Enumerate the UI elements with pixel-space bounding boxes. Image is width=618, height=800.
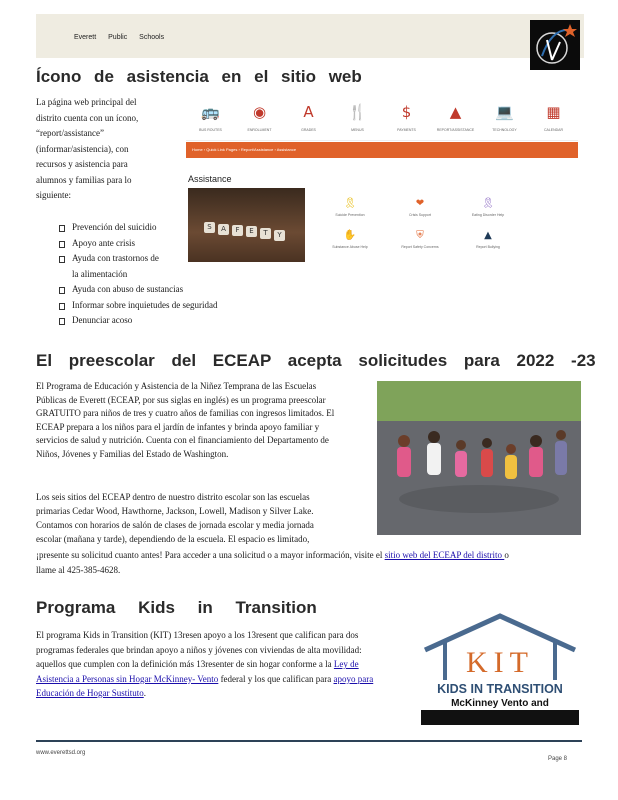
intro-line: “report/assistance” [36, 128, 104, 138]
icon-label: Substance Abuse Help [332, 245, 368, 249]
icon-label: Report Safety Concerns [401, 245, 439, 249]
substance-help-link[interactable] [320, 230, 380, 249]
ribbon-yellow-icon: 🎗 [343, 198, 357, 209]
safety-concerns-link[interactable] [390, 230, 450, 249]
mckinney-vento-link-cont[interactable]: Asistencia a Personas sin Hogar McKinney- Vento [36, 673, 219, 684]
breadcrumb: Home › Quick Link Pages › Report/Assistance › Assistance [192, 147, 297, 152]
kit-letters: KIT [466, 646, 534, 679]
list-item: Apoyo ante crisis [58, 236, 268, 252]
letter-block: F [232, 225, 243, 236]
list-item: Denunciar acoso [58, 313, 268, 329]
report-bullying-link[interactable] [458, 230, 518, 249]
top-nav [74, 34, 174, 41]
enrollment-icon: ◉ [252, 103, 267, 121]
grades-link[interactable] [284, 98, 333, 140]
list-item: Informar sobre inquietudes de seguridad [58, 298, 268, 314]
menus-link[interactable] [333, 98, 382, 140]
list-item: Ayuda con trastornos de [58, 251, 268, 267]
bus-icon: 🚌 [201, 103, 220, 121]
text-span: . [143, 688, 146, 698]
intro-line: siguiente: [36, 190, 71, 200]
bullying-warning-icon: ▲ [484, 230, 492, 241]
text-line: GRATUITO para niños de tres y cuatro años de familias con ingresos limitados. El [36, 408, 335, 419]
icon-label: PAYMENTS [397, 128, 416, 132]
text-line: servicios de salud y nutrición. Cuenta con el financiamiento del Departamento de [36, 435, 329, 446]
nav-item[interactable]: Public [108, 34, 128, 41]
safety-shield-icon: ⛨ [416, 230, 424, 241]
letter-block: Y [274, 230, 285, 241]
suicide-prevention-link[interactable] [320, 198, 380, 217]
eceap-paragraph-1 [36, 380, 372, 462]
text-line: Niños, Jóvenes y Familias del Estado de Washington. [36, 448, 229, 459]
intro-line: alumnos y familias para lo [36, 174, 132, 185]
eceap-website-link[interactable]: sitio web del ECEAP del distrito [384, 550, 505, 560]
crisis-support-link[interactable] [390, 198, 450, 217]
intro-line: (informar/asistencia), con [36, 143, 129, 154]
section-title-eceap: El preescolar del ECEAP acepta solicitudes para 2022 -23 [36, 351, 596, 370]
technology-icon: 💻 [495, 103, 514, 121]
text-line: Los seis sitios del ECEAP dentro de nuestro distrito escolar son las escuelas [36, 492, 310, 502]
nav-item[interactable]: Schools [139, 34, 165, 41]
text-span: aquellos que cumplen con la definición más 13resenter de sin hogar conforme a la [36, 659, 334, 669]
icon-label: GRADES [301, 128, 316, 132]
kit-name: KIDS IN TRANSITION [437, 682, 563, 696]
icon-label: MENUS [351, 128, 364, 132]
text-span: federal y los que califican para [218, 673, 334, 684]
eceap-phone: llame al 425-385-4628. [36, 565, 121, 575]
text-line: Contamos con horarios de salón de clases de jornada escolar y media jornada [36, 520, 314, 530]
website-screenshot [186, 98, 578, 262]
ribbon-purple-icon: 🎗 [481, 198, 495, 209]
text-line: Públicas de Everett (ECEAP, por sus siglas en inglés) es un programa preescolar [36, 394, 326, 405]
calendar-icon: ▦ [546, 103, 561, 121]
intro-line: distrito cuenta con un ícono, [36, 112, 139, 123]
technology-link[interactable] [480, 98, 529, 140]
icon-label: BUS ROUTES [199, 128, 222, 132]
calendar-link[interactable] [529, 98, 578, 140]
text-line: El Programa de Educación y Asistencia de la Niñez Temprana de las Escuelas [36, 381, 317, 391]
text-span: ¡presente su solicitud cuanto antes! Para acceder a una solicitud o a mayor información, visite el [36, 550, 385, 560]
report-assistance-link[interactable] [431, 98, 480, 140]
icon-label: REPORT/ASSISTANCE [436, 128, 475, 132]
list-item-continuation: la alimentación [72, 268, 128, 279]
icon-label: Suicide Prevention [335, 213, 365, 217]
text-span: o [504, 550, 509, 560]
payments-icon: $ [401, 103, 412, 121]
nav-item[interactable]: Everett [74, 34, 97, 41]
footer-rule [36, 740, 582, 742]
list-item: Prevención del suicidio [58, 220, 268, 236]
preschool-children-photo [377, 381, 581, 535]
section-title-assistance: Ícono de asistencia en el sitio web [36, 67, 362, 86]
grades-icon: A [303, 103, 314, 121]
enrollment-link[interactable] [235, 98, 284, 140]
eceap-paragraph-2 [36, 490, 372, 546]
district-logo [530, 20, 580, 70]
foster-care-link-cont[interactable]: Educación de Hogar Sustituto [36, 688, 144, 698]
letter-block: T [260, 228, 271, 239]
text-line [36, 686, 416, 701]
payments-link[interactable] [382, 98, 431, 140]
assistance-heading: Assistance [188, 174, 232, 184]
icon-label: TECHNOLOGY [492, 128, 517, 132]
website-icon-row [186, 98, 578, 141]
icon-label: ENROLLMENT [247, 128, 272, 132]
safety-blocks-photo [188, 188, 305, 262]
bus-routes-link[interactable] [186, 98, 235, 140]
kit-paragraph [36, 628, 416, 701]
section-title-kit: Programa Kids in Transition [36, 598, 317, 617]
letter-block: A [218, 224, 229, 235]
menus-icon: 🍴 [348, 103, 367, 121]
kit-subtitle: McKinney Vento and [451, 698, 549, 709]
substance-help-icon: ✋ [343, 230, 357, 241]
icon-label: CALENDAR [543, 128, 564, 132]
letter-block: E [246, 226, 257, 237]
list-item: Ayuda con abuso de sustancias [58, 282, 268, 298]
eating-disorder-link[interactable] [458, 198, 518, 217]
assistance-intro [36, 95, 181, 204]
foster-care-link[interactable]: apoyo para [333, 673, 374, 684]
text-line: programas federales que brindan apoyo a niños y jóvenes con viviendas de alta movilidad: [36, 644, 362, 655]
text-line: primarias Cedar Wood, Hawthorne, Jackson, Lowell, Madison y Silver Lake. [36, 506, 314, 516]
text-line: El programa Kids in Transition (KIT) 13resen apoyo a los 13resent que califican para dos [36, 630, 359, 640]
footer-url: www.everettsd.org [36, 750, 86, 756]
text-line: escolar (mañana y tarde), dependiendo de la escuela. El espacio es limitado, [36, 534, 310, 544]
intro-line: recursos y asistencia para [36, 159, 128, 169]
text-line: ECEAP prepara a los niños para el jardín de infantes y brinda apoyo familiar y [36, 421, 320, 432]
report-icon: ▲ [449, 103, 462, 121]
page-number: Page 8 [548, 756, 568, 762]
breadcrumb-bar [186, 142, 578, 158]
icon-label: Eating Disorder Help [471, 213, 505, 217]
letter-block: S [204, 222, 215, 233]
kit-logo [421, 612, 579, 725]
mckinney-vento-link[interactable]: Ley de [333, 659, 359, 669]
icon-label: Report Bullying [476, 245, 500, 249]
eceap-paragraph-3 [36, 549, 586, 562]
intro-line: La página web principal del [36, 97, 137, 107]
heart-hand-icon: ❤ [415, 198, 425, 209]
text-line [36, 657, 416, 672]
text-line [36, 672, 416, 687]
icon-label: Crisis Support [409, 213, 431, 217]
